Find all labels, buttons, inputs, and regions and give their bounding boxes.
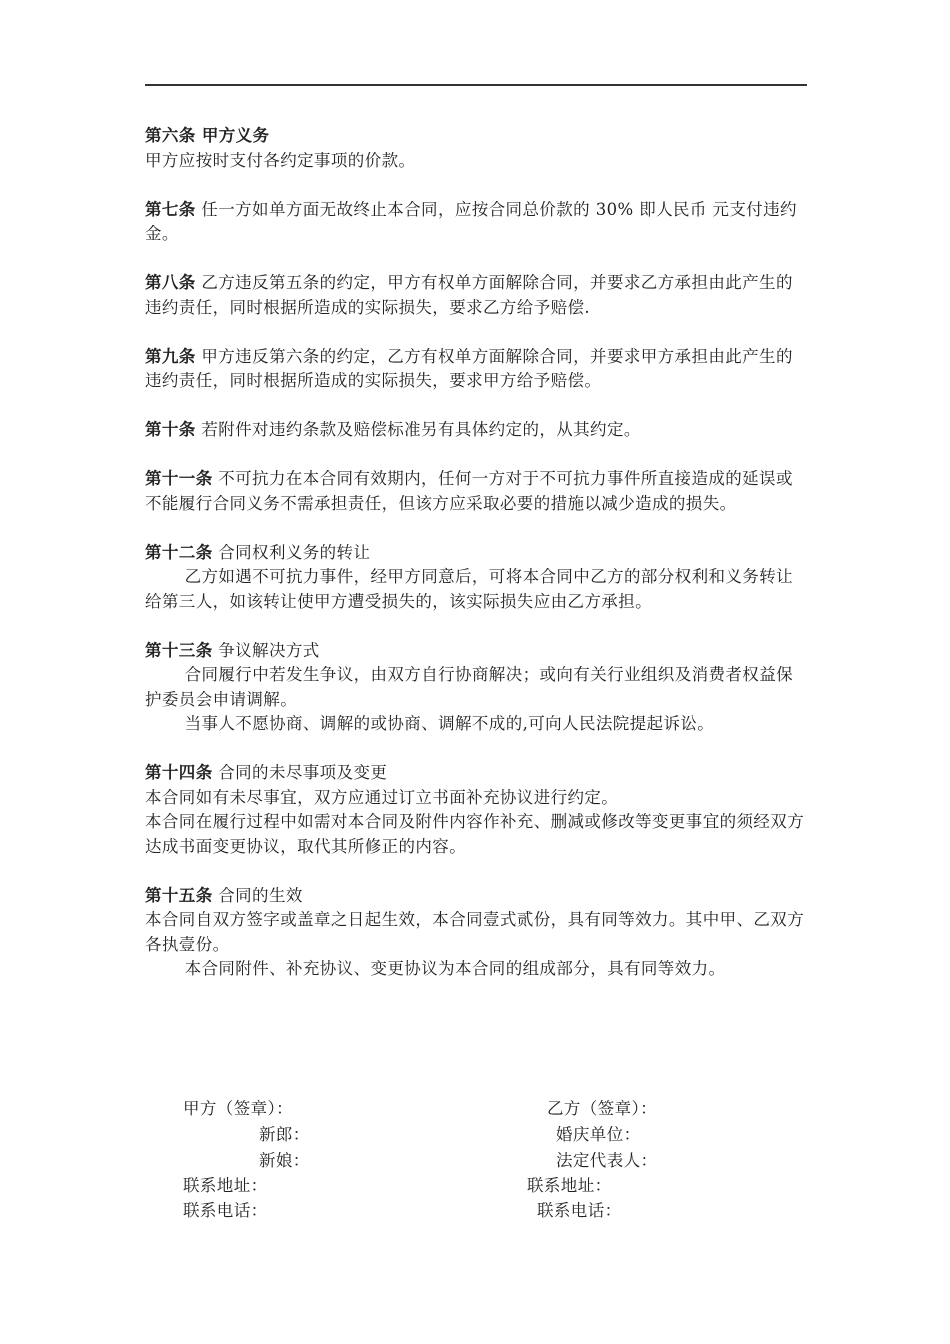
signature-block <box>0 1095 950 1225</box>
article-paragraph: 本合同在履行过程中如需对本合同及附件内容作补充、删减或修改等变更事宜的须经双方达成书面变更协议，取代其所修正的内容。 <box>145 812 805 856</box>
article-paragraph: 乙方如遇不可抗力事件，经甲方同意后，可将本合同中乙方的部分权利和义务转让给第三人，如该转让使甲方遭受损失的，该实际损失应由乙方承担。 <box>145 567 793 611</box>
article-heading: 第十二条 <box>145 542 213 562</box>
article-heading: 第九条 <box>145 346 196 366</box>
article-block <box>145 639 807 737</box>
article-heading-line <box>145 467 807 516</box>
groom-label: 新郎： <box>259 1125 310 1144</box>
article-paragraph: 本合同附件、补充协议、变更协议为本合同的组成部分，具有同等效力。 <box>184 959 726 978</box>
article-block <box>145 884 807 982</box>
article-inline-text: 争议解决方式 <box>212 640 320 660</box>
article-inline-text: 乙方违反第五条的约定，甲方有权单方面解除合同，并要求乙方承担由此产生的违约责任，同时根据所造成的实际损失，要求乙方给予赔偿. <box>145 273 793 317</box>
article-block <box>145 761 807 859</box>
article-paragraph: 当事人不愿协商、调解的或协商、调解不成的,可向人民法院提起诉讼。 <box>184 714 715 733</box>
article-inline-text: 若附件对违约条款及赔偿标准另有具体约定的，从其约定。 <box>195 420 641 439</box>
article-heading-line <box>145 124 807 149</box>
article-heading-line <box>145 271 807 320</box>
party-a-phone-label: 联系电话： <box>183 1201 268 1220</box>
legal-rep-label: 法定代表人： <box>556 1151 658 1170</box>
article-heading-line <box>145 541 807 566</box>
party-b-phone-label: 联系电话： <box>537 1201 622 1220</box>
article-heading-line <box>145 884 807 909</box>
article-heading: 第十四条 <box>145 763 213 782</box>
party-b-address-label: 联系地址： <box>527 1176 612 1195</box>
article-block <box>145 345 807 394</box>
article-paragraph: 本合同如有未尽事宜，双方应通过订立书面补充协议进行约定。 <box>145 787 619 807</box>
article-heading-line <box>145 761 807 786</box>
article-block <box>145 271 807 320</box>
article-heading: 第六条 甲方义务 <box>145 126 270 145</box>
article-heading-line <box>145 639 807 664</box>
article-block <box>145 467 807 516</box>
bride-label: 新娘： <box>259 1151 310 1170</box>
article-inline-text: 合同的未尽事项及变更 <box>212 763 388 782</box>
article-heading: 第十一条 <box>145 469 213 488</box>
article-inline-text: 甲方违反第六条的约定，乙方有权单方面解除合同，并要求甲方承担由此产生的违约责任，同时根据所造成的实际损失，要求甲方给予赔偿。 <box>145 346 793 390</box>
party-b-label: 乙方（签章）： <box>547 1099 658 1118</box>
article-block <box>145 198 807 247</box>
article-heading: 第八条 <box>145 273 196 292</box>
article-heading-line <box>145 345 807 394</box>
article-paragraph: 合同履行中若发生争议，由双方自行协商解决；或向有关行业组织及消费者权益保护委员会申请调解。 <box>145 665 793 709</box>
header-rule <box>145 84 807 86</box>
article-inline-text: 不可抗力在本合同有效期内，任何一方对于不可抗力事件所直接造成的延误或不能履行合同义务不需承担责任，但该方应采取必要的措施以减少造成的损失。 <box>145 469 793 513</box>
article-inline-text: 合同的生效 <box>212 885 303 905</box>
article-heading-line <box>145 418 807 443</box>
article-heading: 第十五条 <box>145 885 213 905</box>
wedding-unit-label: 婚庆单位： <box>556 1125 641 1144</box>
article-block <box>145 418 807 443</box>
article-block <box>145 541 807 615</box>
party-a-address-label: 联系地址： <box>183 1176 268 1195</box>
article-block <box>145 124 807 173</box>
article-heading: 第十三条 <box>145 640 213 660</box>
article-inline-text: 合同权利义务的转让 <box>212 542 371 562</box>
article-paragraph: 甲方应按时支付各约定事项的价款。 <box>145 150 416 170</box>
party-a-label: 甲方（签章）： <box>183 1099 294 1118</box>
article-heading-line <box>145 198 807 247</box>
article-heading: 第十条 <box>145 420 196 439</box>
article-paragraph: 本合同自双方签字或盖章之日起生效，本合同壹式贰份，具有同等效力。其中甲、乙双方各执壹份。 <box>145 910 805 954</box>
articles-section <box>145 124 807 1006</box>
article-inline-text: 任一方如单方面无故终止本合同，应按合同总价款的 30% 即人民币 元支付违约金。 <box>145 199 797 243</box>
article-heading: 第七条 <box>145 199 196 219</box>
